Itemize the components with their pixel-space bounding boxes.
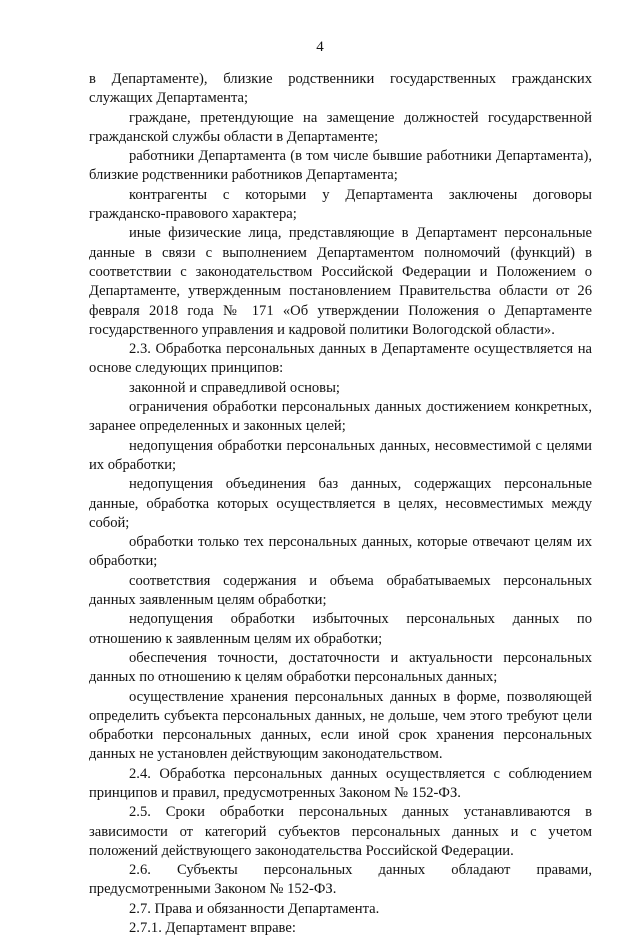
paragraph: обработки только тех персональных данных, которые отвечают целям их обработки; <box>89 534 592 570</box>
paragraph: работники Департамента (в том числе бывшие работники Департамента), близкие родственники работников Департамента; <box>89 148 592 184</box>
paragraph: ограничения обработки персональных данных достижением конкретных, заранее определенных и законных целей; <box>89 399 592 435</box>
page-number: 4 <box>316 39 324 55</box>
paragraph: иные физические лица, представляющие в Департамент персональные данные в связи с выполнением Департаментом полномочий (функций) в соответствии с законодательством Российской Федерации и Положением о Департаменте, утвержденным постановлением Правительства области от 26 февраля 2018 года № 171 «Об утверждении Положения о Департаменте государственного управления и кадровой политики Вологодской области». <box>89 225 592 338</box>
paragraph: осуществление хранения персональных данных в форме, позволяющей определить субъекта персональных данных, не дольше, чем этого требуют цели обработки персональных данных, если иной срок хранения персональных данных не установлен действующим законодательством. <box>89 688 592 763</box>
paragraph: недопущения обработки персональных данных, несовместимой с целями их обработки; <box>89 437 592 473</box>
paragraph: недопущения обработки избыточных персональных данных по отношению к заявленным целям их обработки; <box>89 611 592 647</box>
paragraph: 2.7.1. Департамент вправе: <box>129 920 296 937</box>
document-body <box>89 70 592 938</box>
paragraph: соответствия содержания и объема обрабатываемых персональных данных заявленным целям обработки; <box>89 572 592 609</box>
paragraph: обеспечения точности, достаточности и актуальности персональных данных по отношению к целям обработки персональных данных; <box>89 649 592 686</box>
paragraph: граждане, претендующие на замещение должностей государственной гражданской службы области в Департаменте; <box>89 109 592 145</box>
paragraph: 2.5. Сроки обработки персональных данных устанавливаются в зависимости от категорий субъектов персональных данных и с учетом положений действующего законодательства Российской Федерации. <box>89 804 592 859</box>
paragraph: 2.4. Обработка персональных данных осуществляется с соблюдением принципов и правил, предусмотренных Законом № 152-ФЗ. <box>89 765 592 801</box>
paragraph: 2.6. Субъекты персональных данных обладают правами, предусмотренными Законом № 152-ФЗ. <box>89 862 592 898</box>
paragraph: контрагенты с которыми у Департамента заключены договоры гражданско-правового характера; <box>89 186 592 223</box>
paragraph: недопущения объединения баз данных, содержащих персональные данные, обработка которых осуществляется в целях, несовместимых между собой; <box>89 476 592 531</box>
paragraph: законной и справедливой основы; <box>129 379 340 396</box>
paragraph: 2.3. Обработка персональных данных в Департаменте осуществляется на основе следующих принципов: <box>89 341 592 377</box>
paragraph: 2.7. Права и обязанности Департамента. <box>129 900 380 917</box>
paragraph: в Департаменте), близкие родственники государственных гражданских служащих Департамента; <box>89 71 592 107</box>
